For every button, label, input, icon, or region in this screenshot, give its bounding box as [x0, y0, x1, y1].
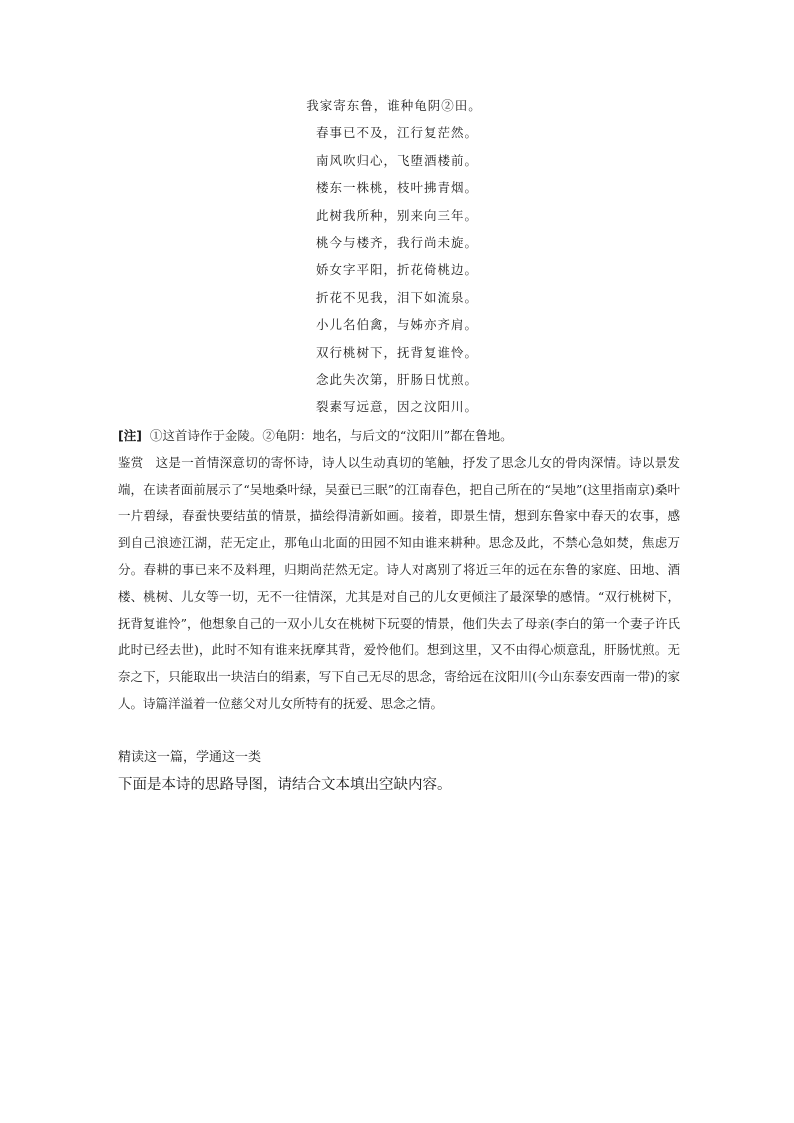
poem-line: 楼东一株桃，枝叶拂青烟。	[315, 180, 478, 196]
poem-line: 春事已不及，江行复茫然。	[315, 125, 478, 141]
note-paragraph	[118, 423, 680, 450]
poem-line: 我家寄东鲁，谁种龟阴②田。	[306, 98, 482, 113]
poem-line: 念此失次第，肝肠日忧煎。	[315, 371, 478, 387]
poem	[0, 92, 794, 421]
task-prompt: 下面是本诗的思路导图，请结合文本填出空缺内容。	[118, 777, 452, 793]
poem-line: 小儿名伯禽，与姊亦齐肩。	[315, 317, 478, 333]
poem-line: 折花不见我，泪下如流泉。	[315, 289, 478, 305]
poem-line: 桃今与楼齐，我行尚未旋。	[315, 234, 478, 250]
poem-line: 裂素写远意，因之汶阳川。	[315, 399, 478, 415]
note-text: ①这首诗作于金陵。②龟阴：地名，与后文的“汶阳川”都在鲁地。	[149, 428, 513, 443]
section-title: 精读这一篇，学通这一类	[118, 750, 262, 765]
appreciation-paragraph	[118, 450, 680, 718]
poem-line: 此树我所种，别来向三年。	[315, 207, 478, 223]
appreciation-label: 鉴赏	[118, 454, 144, 470]
appreciation-text: 这是一首情深意切的寄怀诗，诗人以生动真切的笔触，抒发了思念儿女的骨肉深情。诗以景发端，在读者面前展示了“吴地桑叶绿，吴蚕已三眠”的江南春色，把自己所在的“吴地”(这里指南京)桑叶一片碧绿，春蚕快要结茧的情景，描绘得清新如画。接着，即景生情，想到东鲁家中春天的农事，感到自己浪迹江湖，茫无定止，那龟山北面的田园不知由谁来耕种。思念及此，不禁心急如焚，焦虑万分。春耕的事已来不及料理，归期尚茫然无定。诗人对离别了将近三年的远在东鲁的家庭、田地、酒楼、桃树、儿女等一切，无不一往情深，尤其是对自己的儿女更倾注了最深挚的感情。“双行桃树下，抚背复谁怜”，他想象自己的一双小儿女在桃树下玩耍的情景，他们失去了母亲(李白的第一个妻子许氏此时已经去世)，此时不知有谁来抚摩其背，爱怜他们。想到这里，又不由得心烦意乱，肝肠忧煎。无奈之下，只能取出一块洁白的绢素，写下自己无尽的思念，寄给远在汶阳川(今山东泰安西南一带)的家人。诗篇洋溢着一位慈父对儿女所特有的抚爱、思念之情。	[118, 454, 680, 711]
note-label: [注]	[118, 428, 142, 443]
poem-line: 双行桃树下，抚背复谁怜。	[315, 344, 478, 360]
poem-line: 娇女字平阳，折花倚桃边。	[315, 262, 478, 278]
notes-section	[118, 423, 680, 718]
poem-line: 南风吹归心，飞堕酒楼前。	[315, 152, 478, 168]
